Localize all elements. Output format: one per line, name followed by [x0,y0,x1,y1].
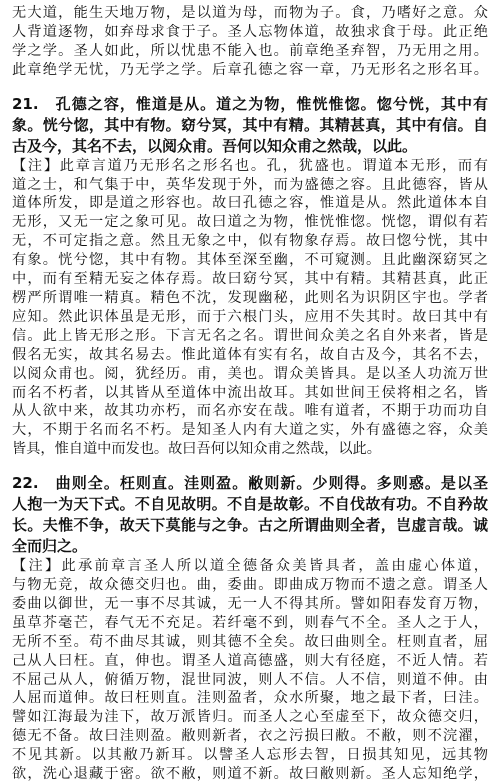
text-line: 道体所发，即是道之形容也。故曰孔德之容，惟道是从。然此道体本自 [12,195,488,212]
heading-line: 古及今，其名不去，以阅众甫。吾何以知众甫之然哉，以此。 [12,136,418,155]
text-line: 【注】此承前章言圣人所以道全德备众美皆具者，盖由虚心体道， [12,558,488,575]
text-line: 人屈而道伸。故曰枉则直。洼则盈者，众水所聚，地之最下者，曰洼。 [12,690,488,707]
text-line: 德无不备。故曰洼则盈。敝则新者，衣之污损曰敝。不敝，则不浣濯， [12,728,488,745]
heading-line: 象。恍兮惚，其中有物。窈兮冥，其中有精。其精甚真，其中有信。自 [12,115,488,134]
text-line: 无所不至。苟不曲尽其诚，则其德不全矣。故曰曲则全。枉则直者，屈 [12,633,488,650]
chapter-22-commentary [12,557,488,784]
text-line: 而名不朽者，以其皆从至道体中流出故耳。其如世间王侯将相之名，皆 [12,384,488,401]
text-line: 中，而有至精无妄之体存焉。故曰窈兮冥，其中有精。其精甚真，此正 [12,271,488,288]
text-line: 譬如江海最为洼下，故万派皆归。而圣人之心至虚至下，故众德交归， [12,709,488,726]
section-gap [12,459,488,473]
previous-chapter-commentary-tail [12,4,488,80]
text-line: 无大道，能生天地万物，是以道为母，而物为子。食，乃嗜好之意。众 [12,5,488,21]
text-line: 欲，洗心退藏于密。欲不敝，则道不新。故曰敝则新。圣人忘知绝学， [12,766,488,783]
text-line: 信。此上皆无形之形。下言无名之名。谓世间众美之名自外来者，皆是 [12,327,488,344]
heading-line: 全而归之。 [12,537,88,556]
text-line: 楞严所谓唯一精真。精色不沈，发现幽秘，此则名为识阴区宇也。学者 [12,289,488,306]
chapter-21-heading [12,94,488,157]
heading-line: 21. 孔德之容，惟道是从。道之为物，惟恍惟惚。惚兮恍，其中有 [12,94,488,113]
heading-line: 人抱一为天下式。不自见故明。不自是故彰。不自伐故有功。不自矜故 [12,495,488,514]
text-line: 不屈己从人，俯循万物，混世同波，则人不信。人不信，则道不伸。由 [12,671,488,688]
heading-line: 长。夫惟不争，故天下莫能与之争。古之所谓曲则全者，岂虚言哉。诚 [12,516,488,535]
text-line: 此章绝学无忧，乃无学之学。后章孔德之容一章，乃无形名之形名耳。 [12,61,488,78]
text-line: 学之学。圣人如此，所以忧患不能入也。前章绝圣弃智，乃无用之用。 [12,42,488,59]
text-line: 有象。恍兮惚，其中有物。其体至深至幽，不可窥测。且此幽深窈冥之 [12,252,488,269]
text-line: 与物无竞，故众德交归也。曲，委曲。即曲成万物而不遗之意。谓圣人 [12,577,488,594]
chapter-21-commentary [12,157,488,460]
text-line: 道之士，和气集于中，英华发现于外，而为盛德之容。且此德容，皆从 [12,176,488,193]
text-line: 人背道逐物，如弃母求食于子。圣人忘物体道，故独求食于母。此正绝 [12,23,488,40]
text-line: 假名无实，故其名易去。惟此道体有实有名，故自古及今，其名不去， [12,346,488,363]
text-line: 委曲以御世，无一事不尽其诚，无一人不得其所。譬如阳春发育万物， [12,595,488,612]
text-line: 无形，又无一定之象可见。故曰道之为物，惟恍惟惚。恍惚，谓似有若 [12,214,488,231]
text-line: 应知。然此识体虽是无形，而于六根门头，应用不失其时。故曰其中有 [12,308,488,325]
text-line: 从人欲中来，故其功亦朽，而名亦安在哉。唯有道者，不期于功而功自 [12,403,488,420]
heading-line: 22. 曲则全。枉则直。洼则盈。敝则新。少则得。多则惑。是以圣 [12,474,488,493]
section-gap [12,80,488,94]
text-line: 【注】此章言道乃无形名之形名也。孔，犹盛也。谓道本无形，而有 [12,157,488,174]
text-line: 不见其新。以其敝乃新耳。以譬圣人忘形去智，日损其知见，远其物 [12,747,488,764]
text-line: 皆具，惟自道中而发也。故曰吾何以知众甫之然哉，以此。 [12,441,381,458]
text-line: 虽草芥毫芒，春气无不充足。若纤毫不到，则春气不全。圣人之于人， [12,614,488,631]
text-line: 以阅众甫也。阅，犹经历。甫，美也。谓众美皆具。是以圣人功流万世 [12,365,488,382]
text-line: 无，不可定指之意。然且无象之中，似有物象存焉。故曰惚兮恍，其中 [12,233,488,250]
text-line: 大，不期于名而名不朽。是知圣人内有大道之实，外有盛德之容，众美 [12,422,488,439]
text-line: 己从人曰枉。直，伸也。谓圣人道高德盛，则大有径庭，不近人情。若 [12,652,488,669]
chapter-22-heading [12,473,488,557]
